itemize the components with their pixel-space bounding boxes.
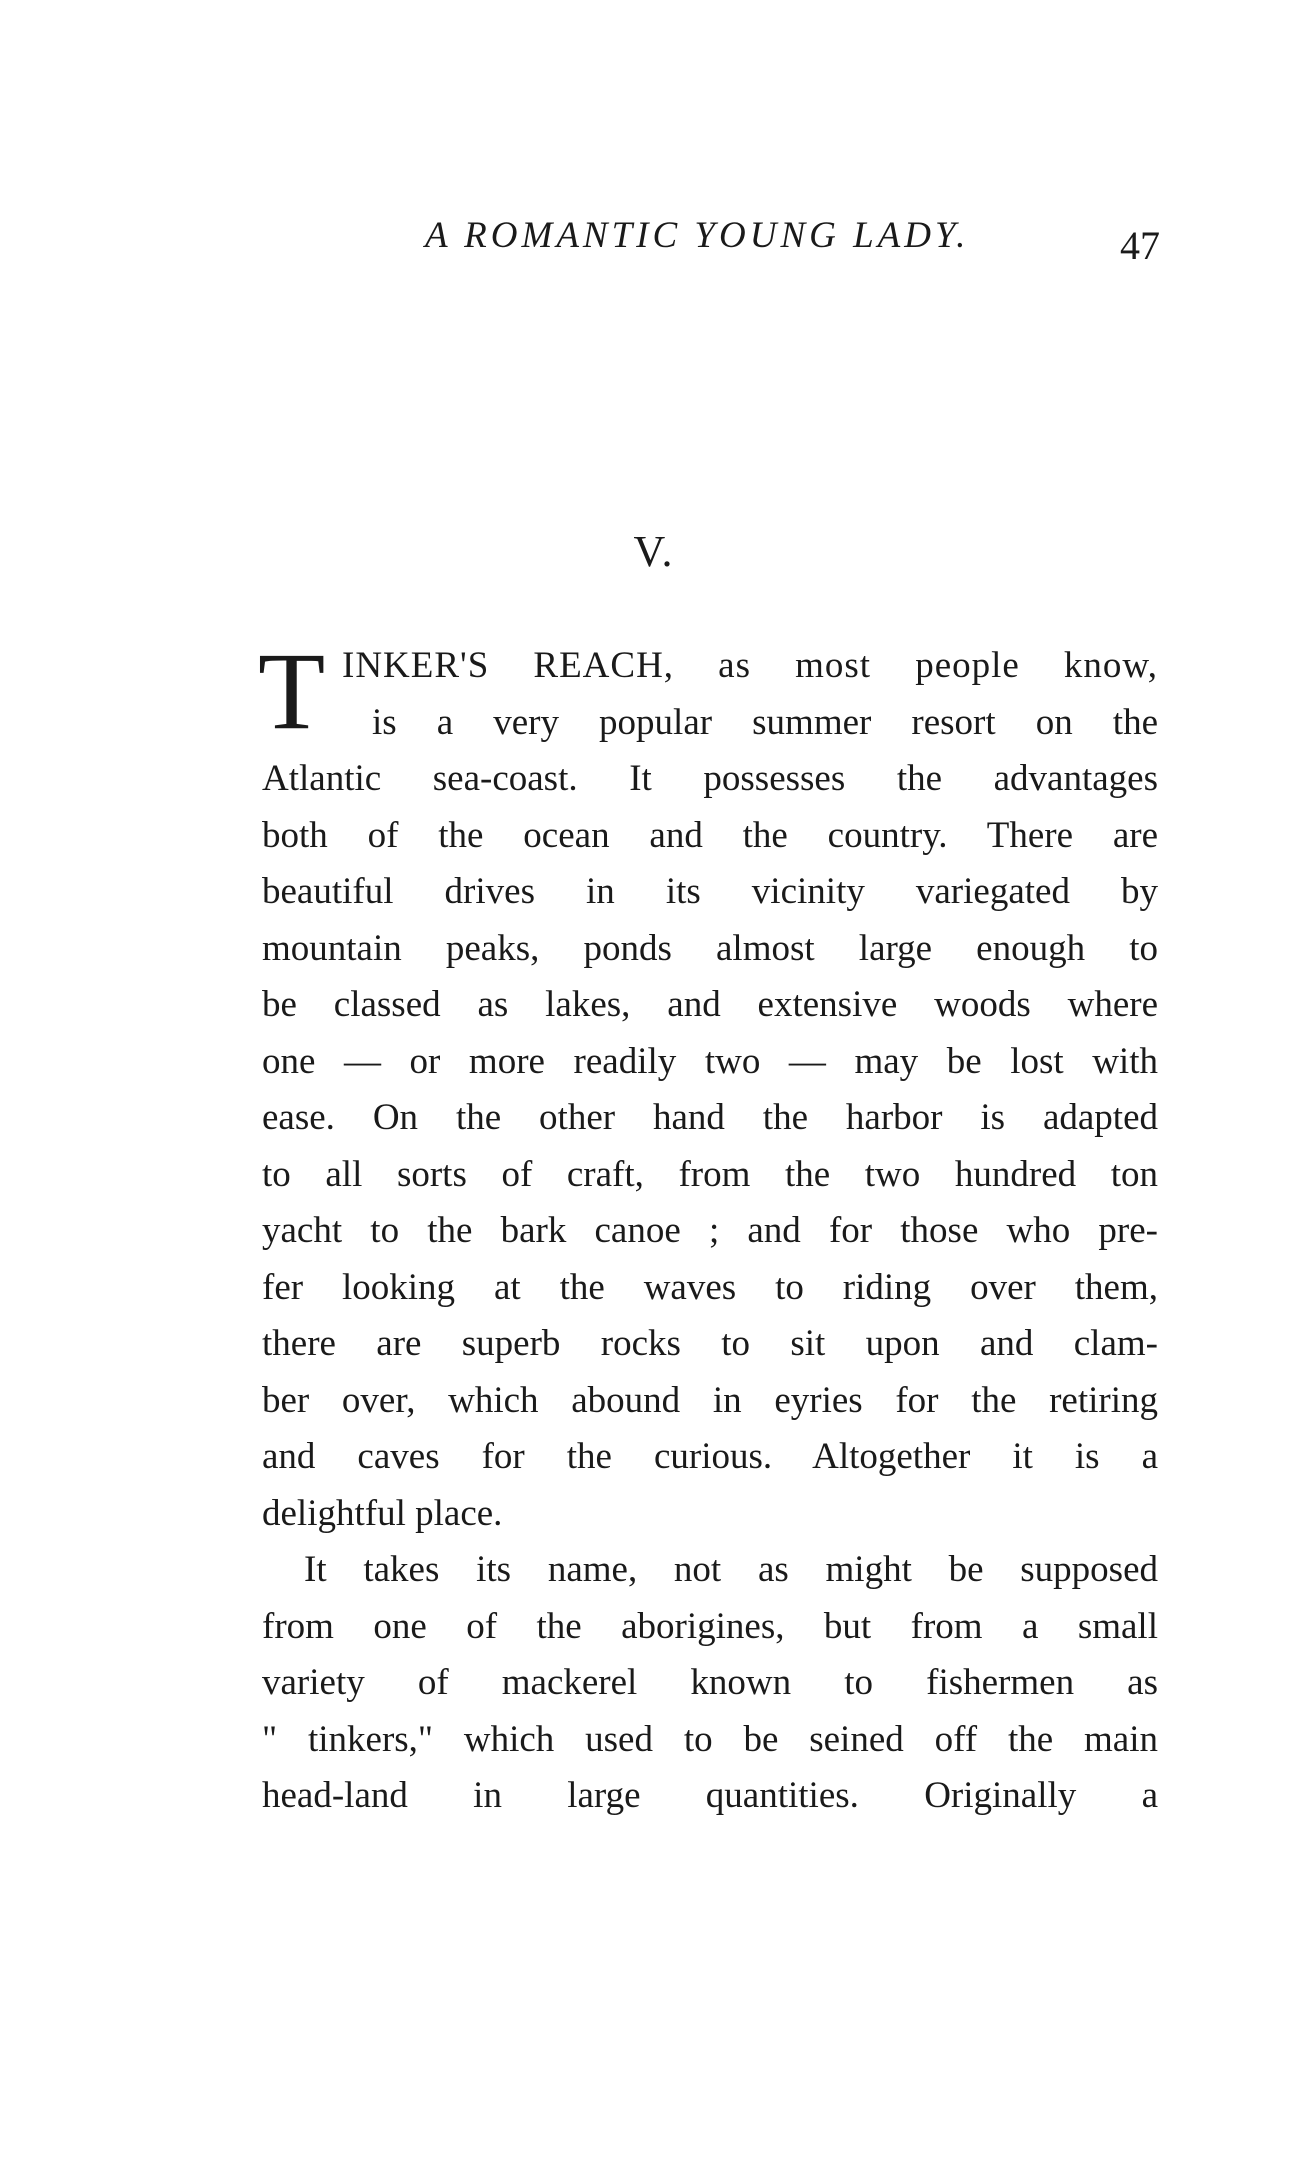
text-line: and caves for the curious. Altogether it is a (262, 1436, 1158, 1477)
text-line: " tinkers," which used to be seined off the main (262, 1718, 1158, 1760)
text-line: INKER'S REACH, as most people know, (342, 645, 1158, 686)
text-line: ber over, which abound in eyries for the retiring (262, 1379, 1158, 1421)
text-line: head-land in large quantities. Originally a (262, 1775, 1158, 1816)
paragraph-1 (258, 630, 1158, 1542)
body-text (258, 630, 1158, 1825)
text-line: ease. On the other hand the harbor is adapted (262, 1097, 1158, 1138)
text-line: beautiful drives in its vicinity variegated by (262, 871, 1158, 912)
running-head (0, 214, 1308, 274)
running-title: A ROMANTIC YOUNG LADY. (425, 215, 970, 256)
text-line: fer looking at the waves to riding over them, (262, 1266, 1158, 1308)
text-line: be classed as lakes, and extensive woods where (262, 984, 1158, 1025)
text-line: yacht to the bark canoe ; and for those who pre- (262, 1210, 1158, 1251)
text-line: mountain peaks, ponds almost large enough to (262, 927, 1158, 969)
text-line: from one of the aborigines, but from a small (262, 1605, 1158, 1647)
text-line: Atlantic sea-coast. It possesses the advantages (262, 758, 1158, 799)
text-line: both of the ocean and the country. There are (262, 814, 1158, 856)
text-line: It takes its name, not as might be supposed (304, 1549, 1158, 1590)
text-line: to all sorts of craft, from the two hundred ton (262, 1153, 1158, 1195)
text-line: variety of mackerel known to fishermen as (262, 1662, 1158, 1703)
drop-cap: T (258, 630, 326, 752)
page-number: 47 (1120, 223, 1160, 268)
text-line: one — or more readily two — may be lost with (262, 1040, 1158, 1082)
chapter-heading: V. (633, 527, 675, 576)
text-line: delightful place. (262, 1492, 503, 1534)
text-line: is a very popular summer resort on the (372, 701, 1158, 743)
paragraph-2 (262, 1542, 1158, 1825)
text-line: there are superb rocks to sit upon and clam- (262, 1323, 1158, 1364)
